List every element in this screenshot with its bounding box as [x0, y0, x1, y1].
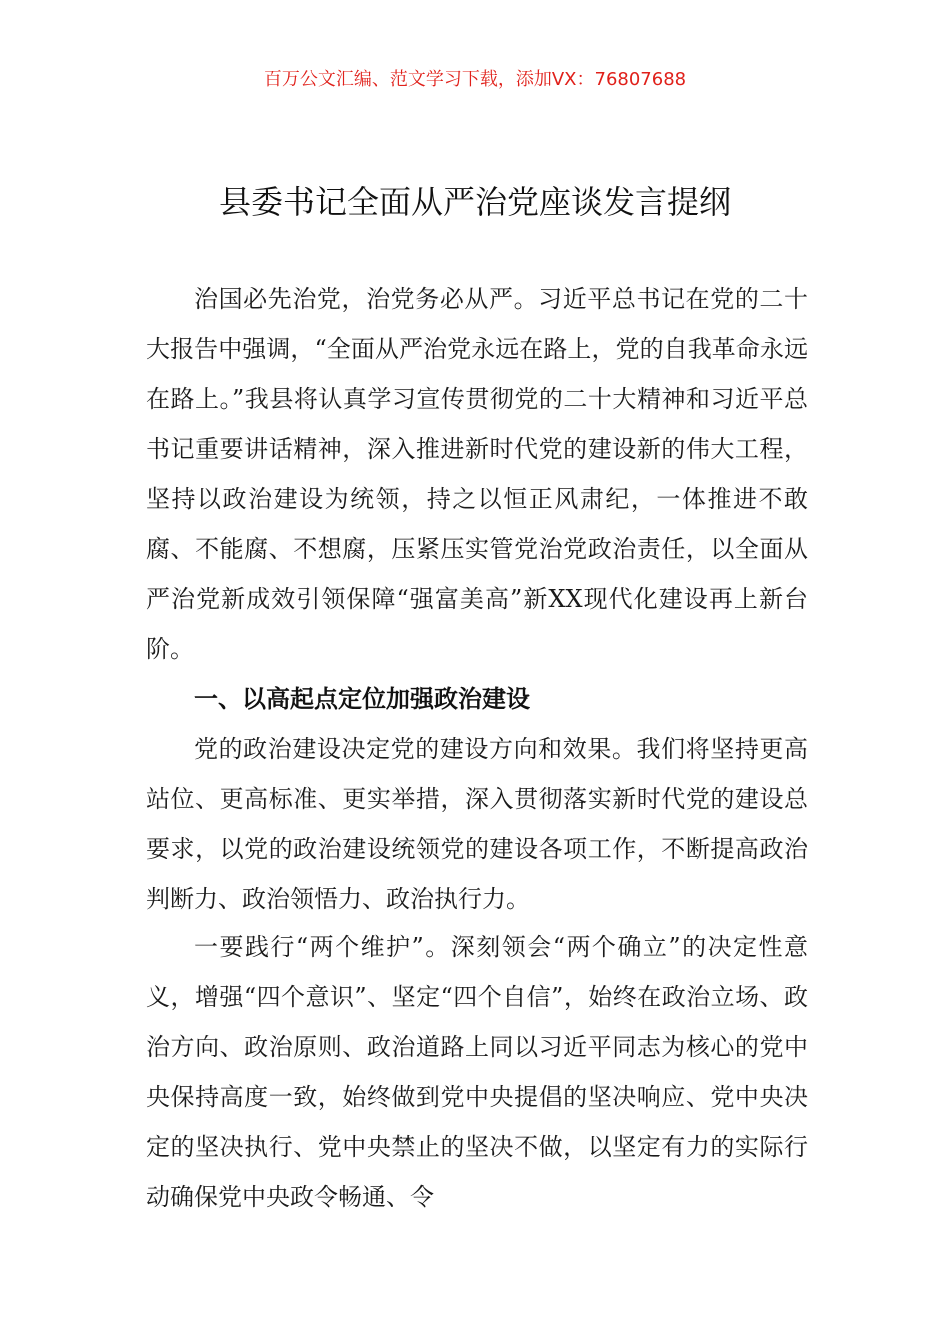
- paragraph-section-intro: 党的政治建设决定党的建设方向和效果。我们将坚持更高站位、更高标准、更实举措，深入贯彻落实新时代党的建设总要求，以党的政治建设统领党的建设各项工作，不断提高政治判断力、政治领悟力、政治执行力。: [146, 735, 808, 913]
- paragraph-point-1: 一要践行“两个维护”。深刻领会“两个确立”的决定性意义，增强“四个意识”、坚定“四个自信”，始终在政治立场、政治方向、政治原则、政治道路上同以习近平同志为核心的党中央保持高度一致，始终做到党中央提倡的坚决响应、党中央决定的坚决执行、党中央禁止的坚决不做，以坚定有力的实际行动确保党中央政令畅通、令: [146, 933, 808, 1211]
- promo-banner: 百万公文汇编、范文学习下载，添加VX：76807688: [263, 69, 687, 90]
- document-title: 县委书记全面从严治党座谈发言提纲: [218, 183, 731, 221]
- paragraph-intro: 治国必先治党，治党务必从严。习近平总书记在党的二十大报告中强调，“全面从严治党永远在路上，党的自我革命永远在路上。”我县将认真学习宣传贯彻党的二十大精神和习近平总书记重要讲话精神，深入推进新时代党的建设新的伟大工程，坚持以政治建设为统领，持之以恒正风肃纪，一体推进不敢腐、不能腐、不想腐，压紧压实管党治党政治责任，以全面从严治党新成效引领保障“强富美高”新XX现代化建设再上新台阶。: [146, 285, 808, 663]
- section-heading-1: 一、以高起点定位加强政治建设: [194, 685, 530, 713]
